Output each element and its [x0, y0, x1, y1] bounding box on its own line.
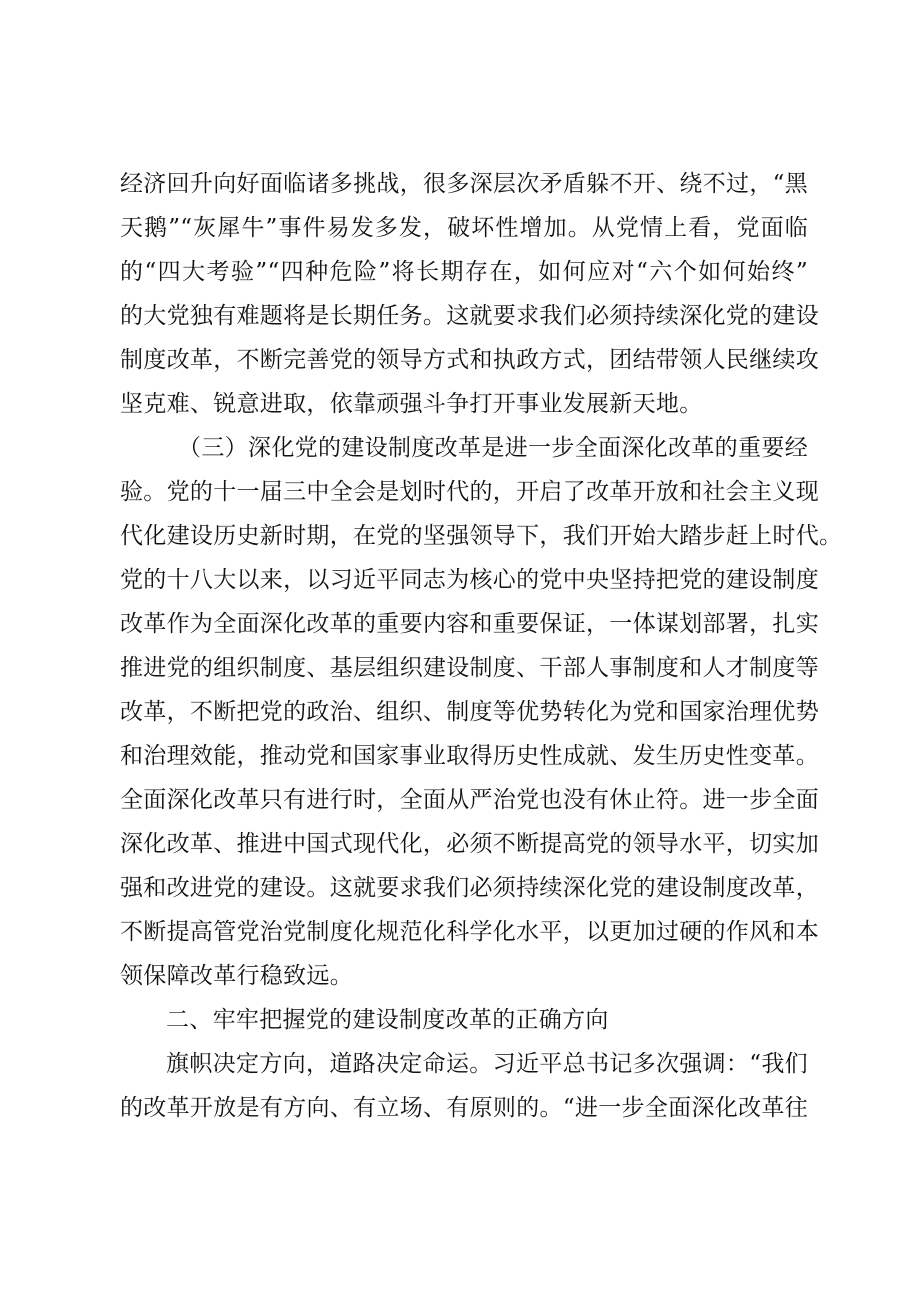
paragraph-line: 代化建设历史新时期，在党的坚强领导下，我们开始大踏步赶上时代。 [120, 523, 843, 549]
paragraph-2 [120, 426, 843, 998]
paragraph-line: 党的十八大以来，以习近平同志为核心的党中央坚持把党的建设制度 [120, 567, 819, 593]
paragraph-line: 深化改革、推进中国式现代化，必须不断提高党的领导水平，切实加 [120, 831, 819, 857]
paragraph-3 [120, 1042, 808, 1130]
paragraph-line: 推进党的组织制度、基层组织建设制度、干部人事制度和人才制度等 [120, 655, 819, 681]
paragraph-line: 改革，不断把党的政治、组织、制度等优势转化为党和国家治理优势 [120, 699, 819, 725]
paragraph-line: 坚克难、锐意进取，依靠顽强斗争打开事业发展新天地。 [120, 391, 703, 417]
paragraph-line: 经济回升向好面临诸多挑战，很多深层次矛盾躲不开、绕不过，“黑 [120, 171, 808, 197]
document-body [120, 162, 843, 1130]
paragraph-1 [120, 162, 819, 426]
paragraph-line: （三）深化党的建设制度改革是进一步全面深化改革的重要经 [178, 435, 808, 461]
paragraph-line: 旗帜决定方向，道路决定命运。习近平总书记多次强调：“我们 [166, 1051, 808, 1077]
paragraph-line: 天鹅”“灰犀牛”事件易发多发，破坏性增加。从党情上看，党面临 [120, 215, 808, 241]
paragraph-line: 改革作为全面深化改革的重要内容和重要保证，一体谋划部署，扎实 [120, 611, 819, 637]
paragraph-line: 制度改革，不断完善党的领导方式和执政方式，团结带领人民继续攻 [120, 347, 819, 373]
paragraph-line: 领保障改革行稳致远。 [120, 963, 353, 989]
paragraph-line: 和治理效能，推动党和国家事业取得历史性成就、发生历史性变革。 [120, 743, 819, 769]
section-heading: 二、牢牢把握党的建设制度改革的正确方向 [166, 1007, 609, 1033]
paragraph-line: 的改革开放是有方向、有立场、有原则的。“进一步全面深化改革往 [120, 1095, 808, 1121]
paragraph-line: 的“四大考验”“四种危险”将长期存在，如何应对“六个如何始终” [120, 259, 808, 285]
paragraph-line: 强和改进党的建设。这就要求我们必须持续深化党的建设制度改革， [120, 875, 819, 901]
paragraph-line: 不断提高管党治党制度化规范化科学化水平，以更加过硬的作风和本 [120, 919, 819, 945]
paragraph-line: 验。党的十一届三中全会是划时代的，开启了改革开放和社会主义现 [120, 479, 819, 505]
paragraph-line: 的大党独有难题将是长期任务。这就要求我们必须持续深化党的建设 [120, 303, 819, 329]
paragraph-line: 全面深化改革只有进行时，全面从严治党也没有休止符。进一步全面 [120, 787, 819, 813]
